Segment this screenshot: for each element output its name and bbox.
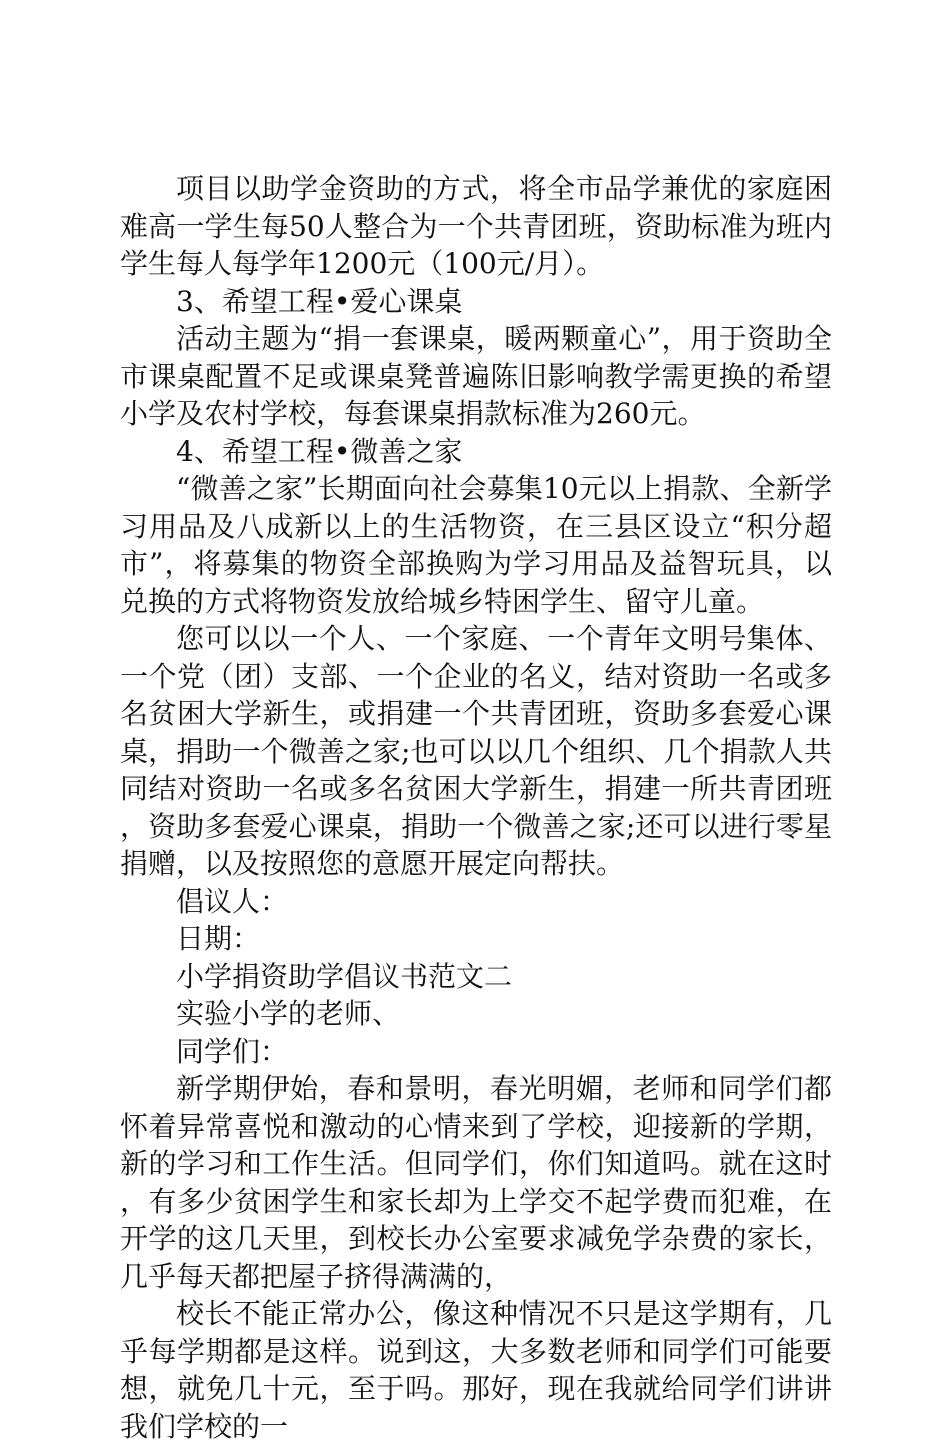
section-title-sample-two: 小学捐资助学倡议书范文二 [176,959,513,993]
initiator-label: 倡议人： [176,884,289,918]
date-label: 日期： [176,922,261,955]
salutation-students: 同学们： [176,1034,289,1068]
paragraph-donation-options: 您可以以一个人、一个家庭、一个青年文明号集体、一个党（团）支部、一个企业的名义，结对资助一名或多名贫困大学新生，或捐建一个共青团班，资助多套爱心课桌，捐助一个微善之家;也可以以几个组织、几个捐款人共同结对资助一名或多名贫困大学新生，捐建一所共青团班，资助多套爱心课桌，捐助一个微善之家;还可以进行零星捐赠，以及按照您的意愿开展定向帮扶。 [120,622,832,880]
paragraph-project-description: 项目以助学金资助的方式，将全市品学兼优的家庭困难高一学生每50人整合为一个共青团班，资助标准为班内学生每人每学年1200元（100元/月）。 [120,172,832,280]
salutation-teachers: 实验小学的老师、 [176,997,401,1030]
paragraph-love-desk: 活动主题为“捐一套课桌，暖两颗童心”，用于资助全市课桌配置不足或课桌凳普遍陈旧影响教学需更换的希望小学及农村学校，每套课桌捐款标准为260元。 [120,322,832,430]
paragraph-principal: 校长不能正常办公，像这种情况不只是这学期有，几乎每学期都是这样。说到这，大多数老师和同学们可能要想，就免几十元，至于吗。那好，现在我就给同学们讲讲我们学校的一 [120,1297,832,1443]
paragraph-micro-charity-home: “微善之家”长期面向社会募集10元以上捐款、全新学习用品及八成新以上的生活物资，在三县区设立“积分超市”，将募集的物资全部换购为学习用品及益智玩具，以兑换的方式将物资发放给城乡特困学生、留守儿童。 [120,472,832,618]
heading-micro-charity-home: 4、希望工程•微善之家 [176,434,463,468]
heading-love-desk: 3、希望工程•爱心课桌 [176,284,463,318]
document-body [120,170,832,1445]
paragraph-new-semester: 新学期伊始，春和景明，春光明媚，老师和同学们都怀着异常喜悦和激动的心情来到了学校，迎接新的学期，新的学习和工作生活。但同学们，你们知道吗。就在这时，有多少贫困学生和家长却为上学交不起学费而犯难，在开学的这几天里，到校长办公室要求减免学杂费的家长，几乎每天都把屋子挤得满满的， [120,1072,832,1293]
